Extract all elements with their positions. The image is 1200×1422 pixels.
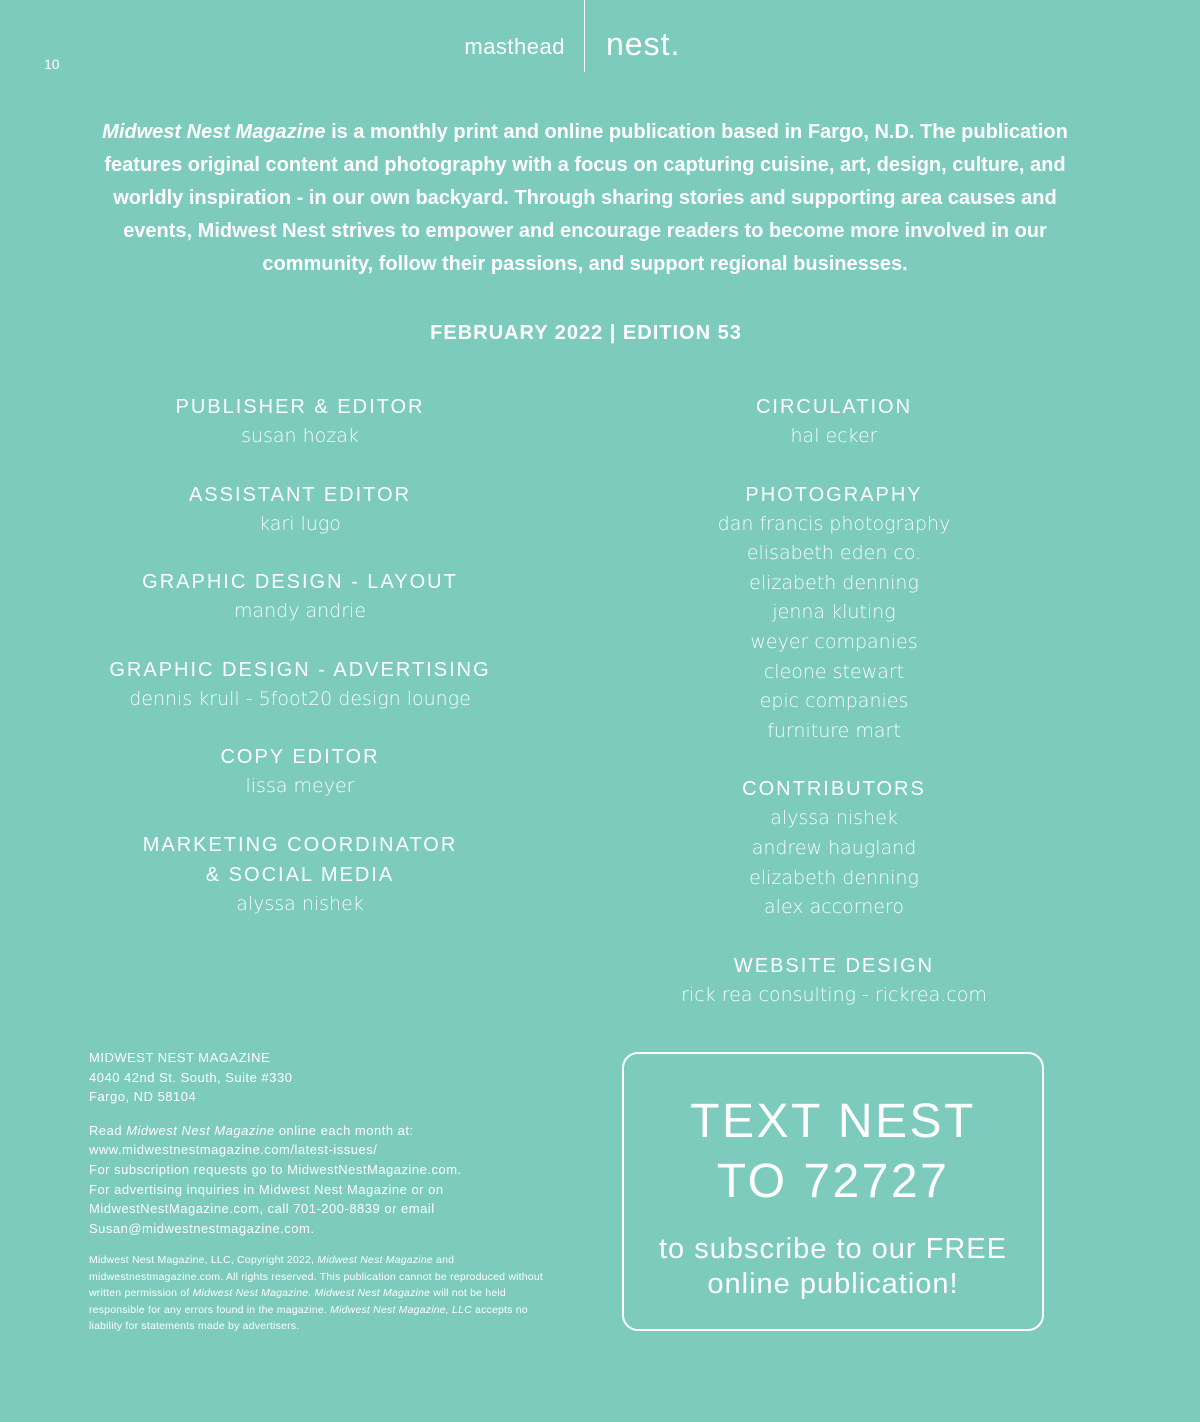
cta-line-1: TEXT NEST	[690, 1095, 976, 1148]
staff-role	[60, 830, 540, 920]
role-title: CIRCULATION	[755, 396, 913, 418]
staff-name: jenna kluting	[772, 601, 896, 624]
edition-heading: FEBRUARY 2022 | EDITION 53	[430, 322, 742, 344]
role-title: GRAPHIC DESIGN - LAYOUT	[142, 571, 458, 594]
legal-part: and midwestnestmagazine.com. All rights reserved. This publication cannot be reproduced without written permission of	[89, 1254, 543, 1300]
legal-part: Midwest Nest Magazine, LLC, Copyright 2022,	[89, 1254, 318, 1267]
issues-url: www.midwestnestmagazine.com/latest-issues/	[89, 1142, 378, 1158]
address-street: 4040 42nd St. South, Suite #330	[89, 1069, 293, 1085]
read-info	[89, 1121, 559, 1239]
role-title: PUBLISHER & EDITOR	[175, 396, 425, 418]
staff-name: dennis krull - 5foot20 design lounge	[129, 687, 471, 710]
read-line	[89, 1121, 559, 1141]
staff-name: alyssa nishek	[236, 892, 364, 915]
role-title: CONTRIBUTORS	[742, 778, 926, 801]
staff-role	[60, 742, 540, 802]
cta-subtext	[624, 1232, 1042, 1302]
staff-name: kari lugo	[259, 512, 341, 535]
staff-role	[60, 480, 540, 540]
legal-italic: Midwest Nest Magazine	[317, 1254, 433, 1267]
staff-role	[60, 567, 540, 627]
header-divider	[584, 0, 585, 72]
legal-part: will not be held responsible for any errors found in the magazine.	[89, 1287, 506, 1316]
footer-info	[89, 1048, 559, 1335]
role-title: WEBSITE DESIGN	[733, 954, 935, 977]
staff-name: lissa meyer	[245, 775, 355, 798]
staff-name: elisabeth eden co.	[746, 542, 922, 565]
role-title: COPY EDITOR	[220, 746, 380, 769]
role-title: GRAPHIC DESIGN - ADVERTISING	[109, 658, 491, 681]
magazine-title: Midwest Nest Magazine	[102, 121, 326, 143]
read-prefix: Read	[89, 1122, 127, 1138]
staff-role	[60, 392, 540, 452]
staff-name: hal ecker	[790, 425, 878, 447]
staff-role	[60, 655, 540, 715]
subscribe-callout	[622, 1052, 1044, 1331]
address-name: MIDWEST NEST MAGAZINE	[89, 1050, 271, 1065]
cta-line-2: TO 72727	[716, 1155, 950, 1208]
staff-column-left	[60, 392, 540, 948]
read-suffix: online each month at:	[274, 1122, 414, 1138]
staff-name: dan francis photography	[717, 512, 951, 535]
cta-sub-1: to subscribe to our FREE	[659, 1233, 1007, 1265]
address-city: Fargo, ND 58104	[89, 1089, 197, 1105]
cta-sub-2: online publication!	[707, 1268, 959, 1300]
cta-headline	[624, 1092, 1042, 1212]
staff-role	[594, 951, 1074, 1011]
staff-role	[594, 480, 1074, 747]
intro-paragraph	[80, 116, 1090, 281]
advertising-info: For advertising inquiries in Midwest Nest Magazine or on MidwestNestMagazine.com, call 701-200-8839 or email Susan@midwestnestmagazine.com.	[89, 1181, 444, 1236]
staff-name: elizabeth denning	[749, 866, 919, 889]
legal-italic: Midwest Nest Magazine. Midwest Nest Magazine	[192, 1287, 431, 1300]
legal-part: accepts no liability for statements made by advertisers.	[89, 1303, 528, 1333]
staff-name: cleone stewart	[763, 660, 905, 683]
staff-name: elizabeth denning	[749, 571, 919, 594]
read-magazine-title: Midwest Nest Magazine	[126, 1122, 275, 1138]
nest-logo: nest.	[606, 26, 681, 62]
role-title: MARKETING COORDINATOR	[142, 833, 458, 856]
subscription-info: For subscription requests go to MidwestNestMagazine.com.	[89, 1161, 462, 1177]
role-title: PHOTOGRAPHY	[745, 483, 923, 506]
staff-name: alex accornero	[764, 896, 904, 919]
staff-name: mandy andrie	[233, 600, 367, 623]
staff-name: susan hozak	[241, 425, 359, 447]
legal-italic: Midwest Nest Magazine, LLC	[330, 1303, 472, 1316]
staff-name: weyer companies	[750, 630, 918, 653]
staff-name: rick rea consulting - rickrea.com	[681, 983, 987, 1006]
staff-name: epic companies	[759, 690, 909, 713]
role-title: ASSISTANT EDITOR	[188, 483, 412, 506]
intro-text: is a monthly print and online publication based in Fargo, N.D. The publication features original content and photography with a focus on capturing cuisine, art, design, culture, and worldly inspiration - in our own backyard. Through sharing stories and supporting area causes and events, Midwest Nest strives to empower and encourage readers to become more involved in our community, follow their passions, and support regional businesses.	[104, 121, 1068, 275]
legal-text	[89, 1252, 559, 1335]
section-label: masthead	[464, 34, 565, 59]
staff-role	[594, 392, 1074, 452]
role-title: & SOCIAL MEDIA	[205, 863, 395, 886]
staff-name: andrew haugland	[751, 836, 917, 859]
page-number: 10	[44, 56, 60, 72]
staff-role	[594, 774, 1074, 922]
staff-column-right	[594, 392, 1074, 1038]
staff-name: alyssa nishek	[770, 807, 898, 830]
staff-name: furniture mart	[767, 719, 901, 742]
page-header	[0, 0, 1200, 80]
